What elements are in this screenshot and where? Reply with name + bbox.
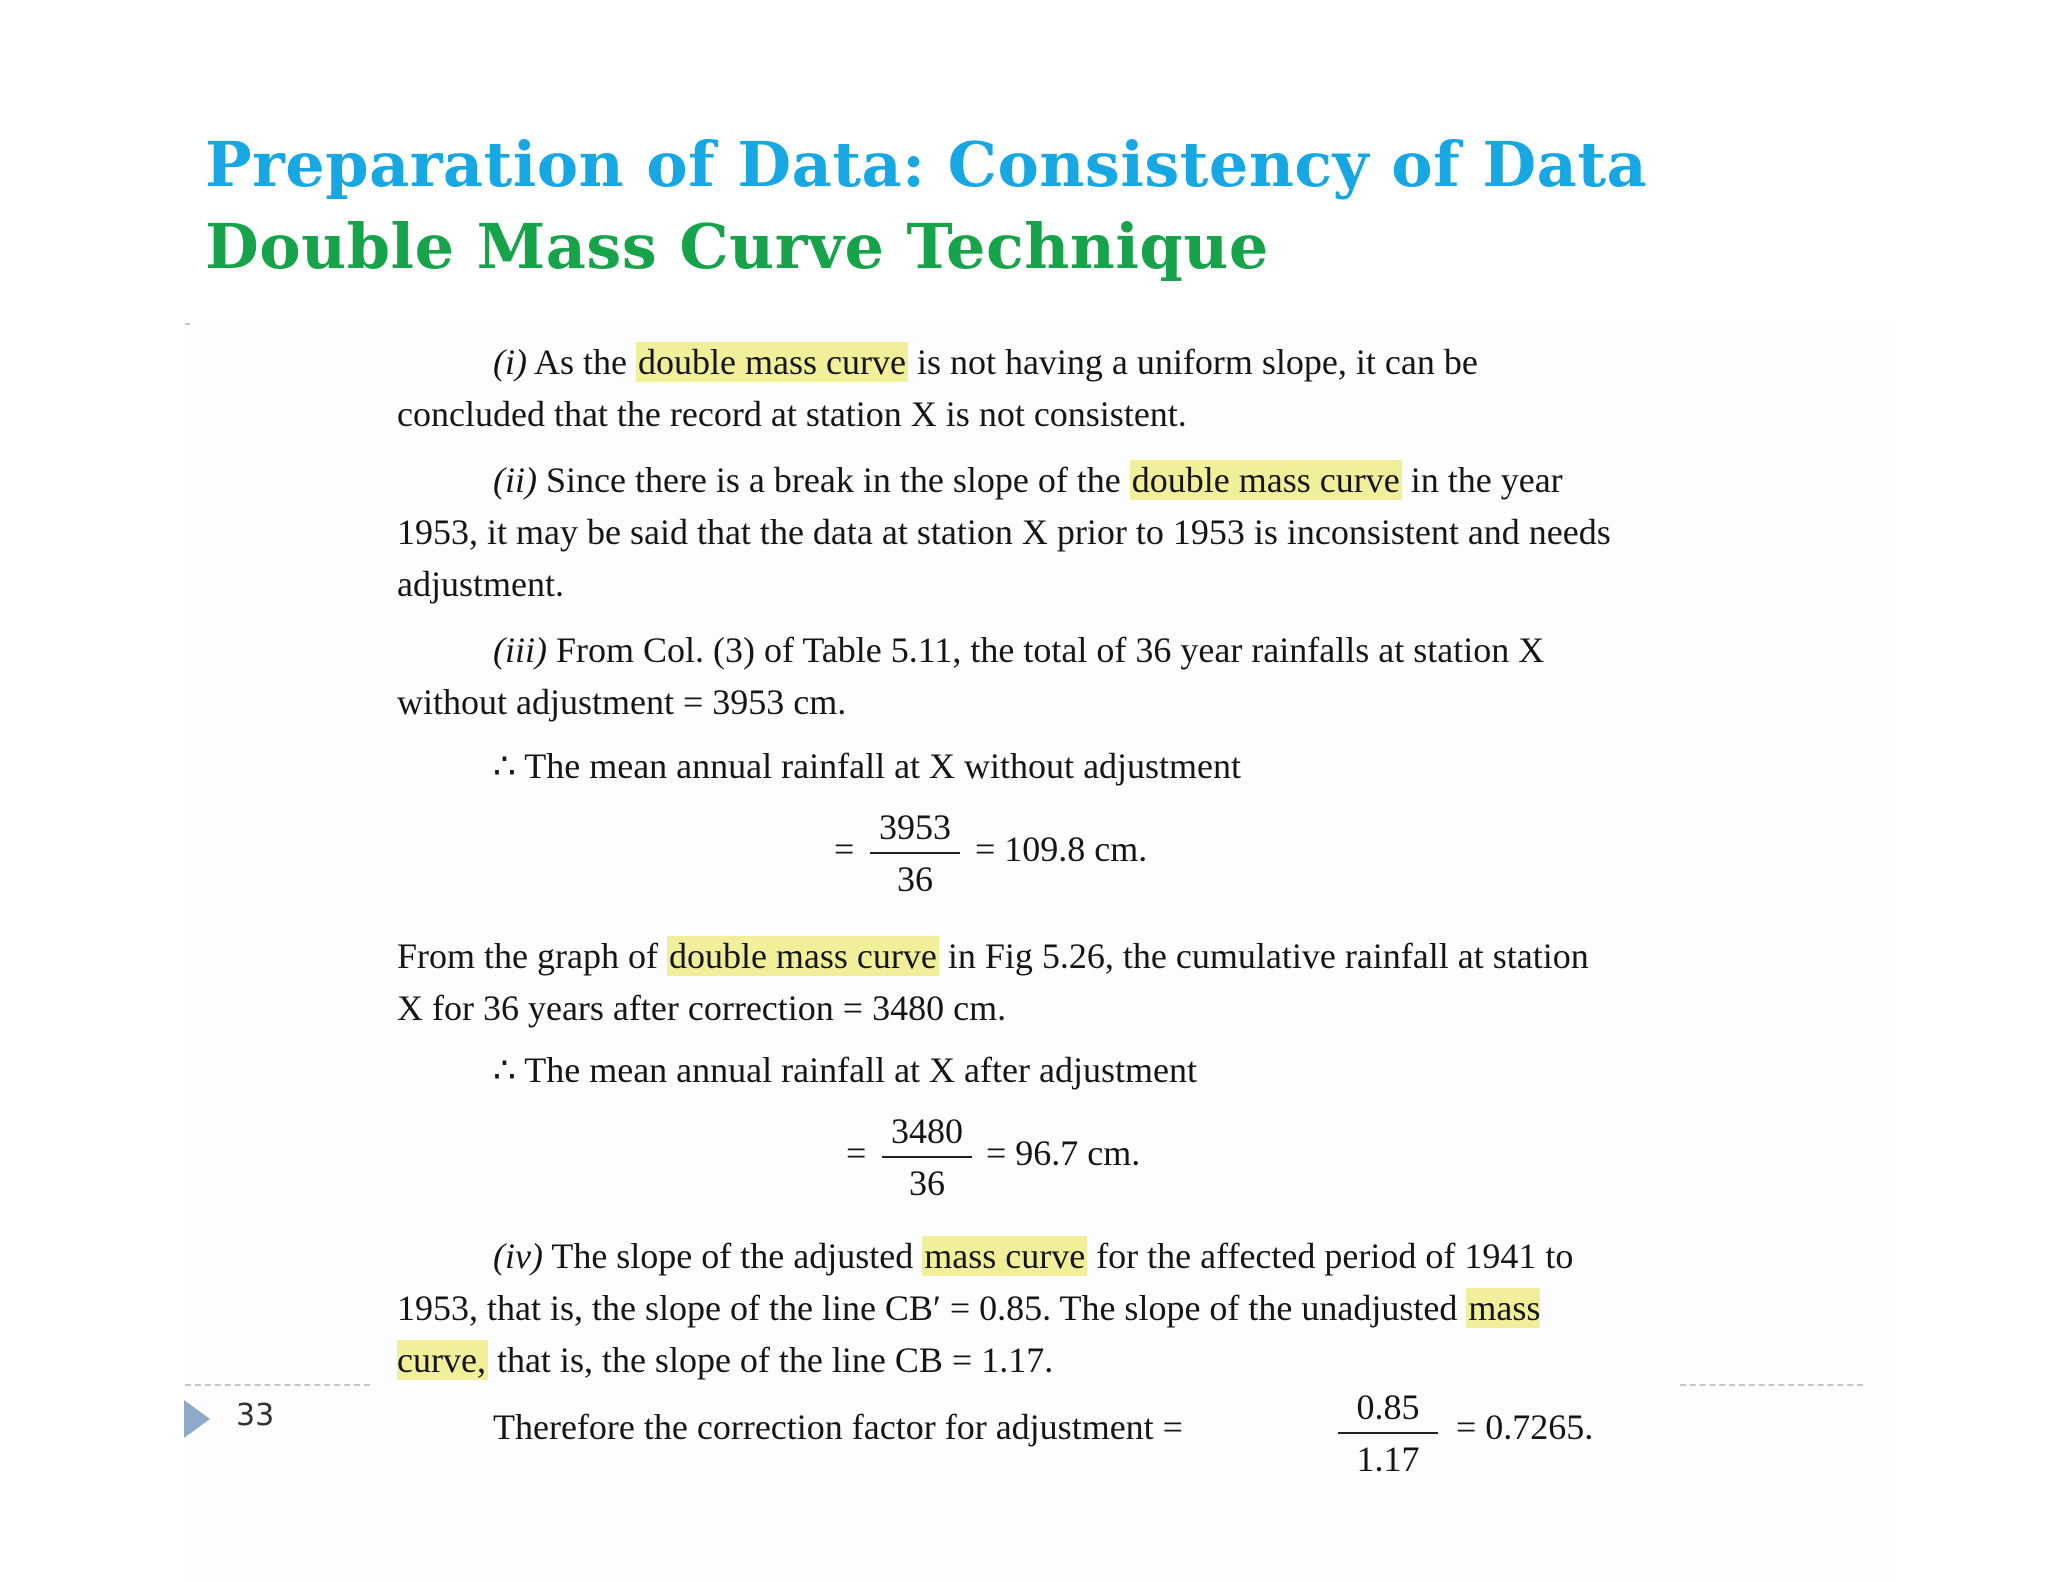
p7-pre: The slope of the adjusted <box>551 1236 914 1276</box>
paragraph-ii <box>397 454 1617 610</box>
slide-subtitle: Double Mass Curve Technique <box>205 210 1269 283</box>
paragraph-i <box>397 336 1617 440</box>
highlight-mass-curve: mass curve, <box>397 1288 1541 1380</box>
p2-post: in the year 1953, it may be said that the data at station X prior to 1953 is inconsistent and needs adjustment. <box>397 460 1611 604</box>
p7-post: that is, the slope of the line CB = 1.17. <box>496 1340 1054 1380</box>
p5-post: in Fig 5.26, the cumulative rainfall at station X for 36 years after correction = 3480 cm. <box>397 936 1589 1028</box>
play-arrow-icon <box>184 1400 210 1438</box>
p1-pre: As the <box>534 342 627 382</box>
p3-text: From Col. (3) of Table 5.11, the total of 36 year rainfalls at station X without adjustment = 3953 cm. <box>397 630 1545 722</box>
highlight-double-mass-curve: double mass curve <box>1131 460 1400 500</box>
mean-after-adjustment-line: ∴ The mean annual rainfall at X after adjustment <box>493 1050 1197 1090</box>
fraction-3480-36 <box>882 1110 972 1204</box>
p2-pre: Since there is a break in the slope of the <box>545 460 1121 500</box>
eq1-result: = 109.8 cm. <box>975 829 1148 869</box>
eq1-prefix: = <box>834 829 855 869</box>
highlight-mass-curve: mass curve <box>924 1236 1086 1276</box>
eq1-numerator: 3953 <box>870 806 960 854</box>
eq1-denominator: 36 <box>897 859 933 899</box>
paragraph-iii <box>397 624 1617 728</box>
highlight-double-mass-curve: double mass curve <box>638 342 906 382</box>
marker-i: (i) <box>493 342 527 382</box>
eq3-numerator: 0.85 <box>1338 1386 1438 1434</box>
divider-bottom-left <box>185 1384 370 1386</box>
paragraph-cumulative <box>397 930 1617 1034</box>
correction-factor-text: Therefore the correction factor for adjustment = <box>493 1407 1183 1447</box>
marker-ii: (ii) <box>493 460 537 500</box>
slide-number: 33 <box>236 1398 275 1433</box>
mean-without-adjustment-line: ∴ The mean annual rainfall at X without adjustment <box>493 746 1242 786</box>
slide-title: Preparation of Data: Consistency of Data <box>205 128 1648 201</box>
marker-iv: (iv) <box>493 1236 543 1276</box>
divider-bottom-right <box>1680 1384 1863 1386</box>
p1-post: is not having a uniform slope, it can be concluded that the record at station X is not consistent. <box>397 342 1478 434</box>
p7-mid: for the affected period of 1941 to 1953, that is, the slope of the line CB′ = 0.85. The slope of the unadjusted <box>397 1236 1574 1328</box>
eq3-result: = 0.7265. <box>1456 1407 1594 1447</box>
eq2-numerator: 3480 <box>882 1110 972 1158</box>
eq2-result: = 96.7 cm. <box>986 1133 1141 1173</box>
marker-iii: (iii) <box>493 630 547 670</box>
fraction-3953-36 <box>870 806 960 900</box>
eq2-prefix: = <box>846 1133 867 1173</box>
p5-pre: From the graph of <box>397 936 658 976</box>
eq2-denominator: 36 <box>909 1163 945 1203</box>
fraction-0.85-1.17 <box>1338 1386 1438 1480</box>
paragraph-iv <box>397 1230 1622 1386</box>
highlight-double-mass-curve: double mass curve <box>668 936 937 976</box>
eq3-denominator: 1.17 <box>1356 1439 1420 1479</box>
